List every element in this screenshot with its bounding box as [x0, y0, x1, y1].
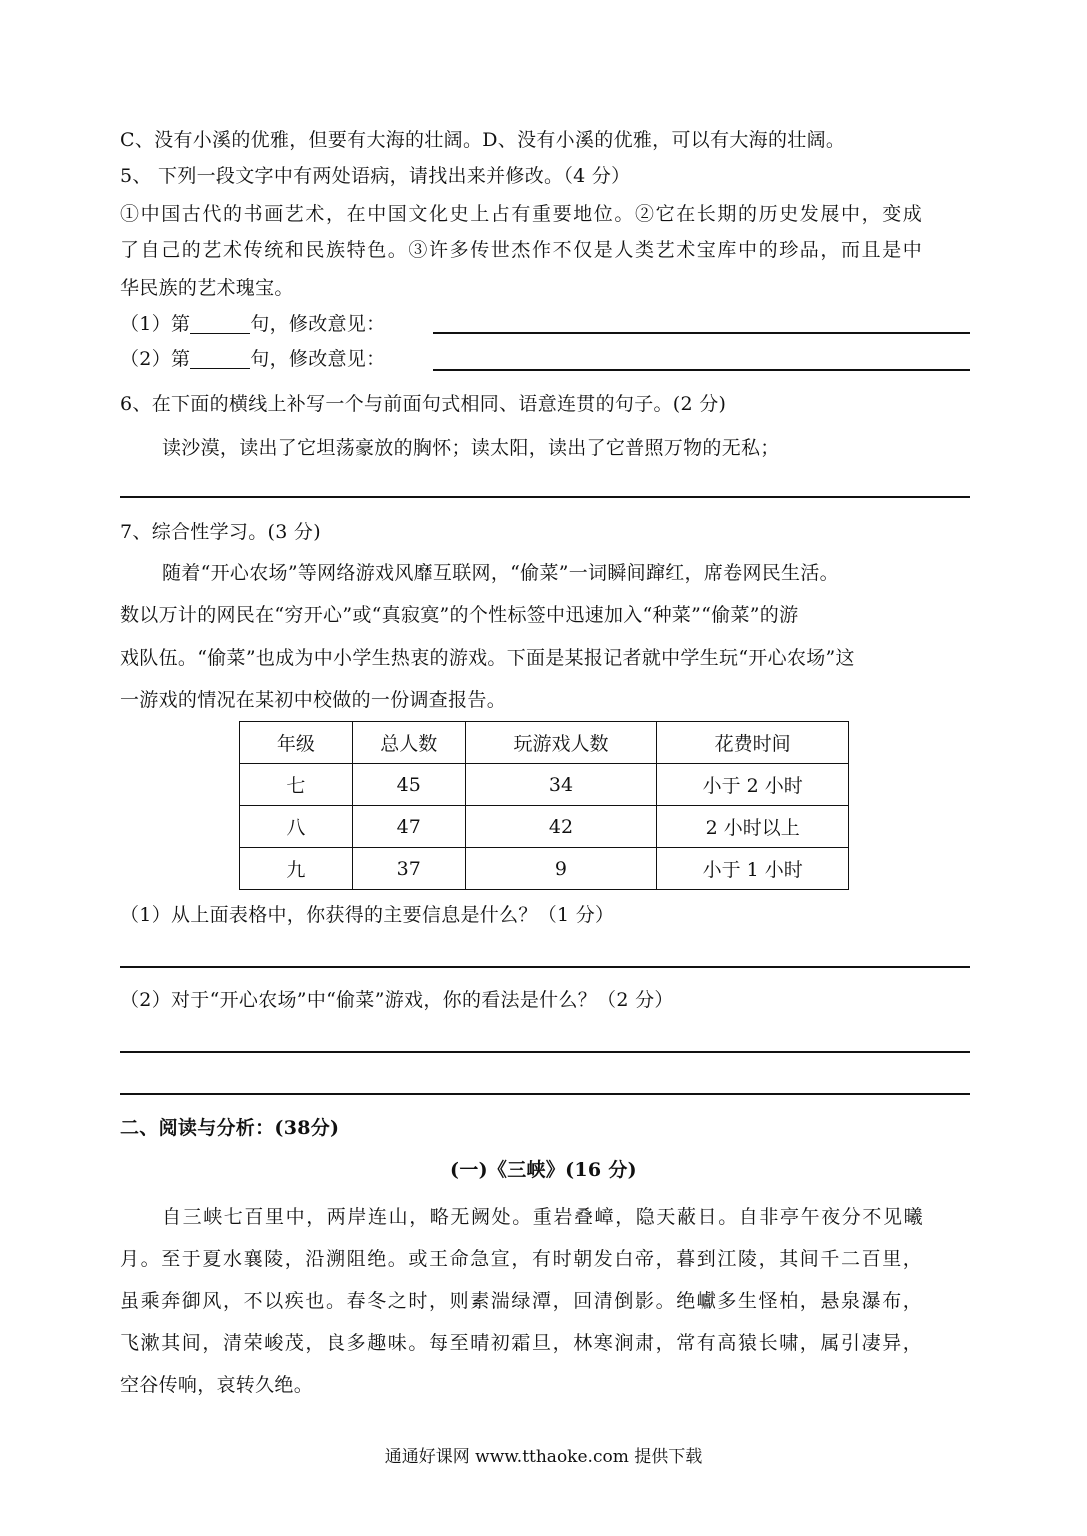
passage-line-1: 自三峡七百里中，两岸连山，略无阙处。重岩叠嶂，隐天蔽日。自非亭午夜分不见曦 [162, 1206, 925, 1228]
q7-passage-line-3: 戏队伍。“偷菜”也成为中小学生热衷的游戏。下面是某报记者就中学生玩“开心农场”这 [120, 647, 855, 669]
passage-title: (一)《三峡》(16 分) [450, 1159, 637, 1181]
q7-sub1: （1）从上面表格中，你获得的主要信息是什么？（1 分） [120, 904, 615, 926]
q6-title: 6、在下面的横线上补写一个与前面句式相同、语意连贯的句子。(2 分) [120, 393, 727, 415]
survey-table [239, 721, 849, 890]
q7-sub2-answer-line-1[interactable] [120, 1051, 970, 1053]
sentence-number-blank[interactable] [190, 315, 250, 334]
table-cell: 37 [352, 848, 465, 890]
answer-prefix: （1）第 [120, 313, 191, 335]
passage-line-3: 虽乘奔御风，不以疾也。春冬之时，则素湍绿潭，回清倒影。绝巘多生怪柏，悬泉瀑布， [120, 1290, 924, 1312]
q5-answer-1-line[interactable] [433, 332, 970, 334]
table-header: 总人数 [352, 722, 465, 764]
q5-passage-line-1: ①中国古代的书画艺术，在中国文化史上占有重要地位。②它在长期的历史发展中，变成 [120, 203, 924, 225]
q5-passage-line-3: 华民族的艺术瑰宝。 [120, 277, 294, 299]
q7-sub2-answer-line-2[interactable] [120, 1093, 970, 1095]
table-cell: 9 [465, 848, 657, 890]
q6-answer-line[interactable] [120, 496, 970, 498]
table-cell: 九 [240, 848, 353, 890]
q5-answer-2 [120, 347, 970, 371]
table-row [240, 764, 849, 806]
passage-line-2: 月。至于夏水襄陵，沿溯阻绝。或王命急宣，有时朝发白帝，暮到江陵，其间千二百里， [120, 1248, 924, 1270]
table-header: 玩游戏人数 [465, 722, 657, 764]
q6-prompt: 读沙漠，读出了它坦荡豪放的胸怀；读太阳，读出了它普照万物的无私； [162, 437, 780, 459]
table-cell: 2 小时以上 [657, 806, 849, 848]
table-header: 花费时间 [657, 722, 849, 764]
answer-label: 句，修改意见： [250, 348, 386, 370]
table-cell: 小于 1 小时 [657, 848, 849, 890]
answer-label: 句，修改意见： [250, 313, 386, 335]
q7-passage-line-2: 数以万计的网民在“穷开心”或“真寂寞”的个性标签中迅速加入“种菜”“偷菜”的游 [120, 604, 799, 626]
sentence-number-blank[interactable] [190, 350, 250, 369]
q7-title: 7、综合性学习。(3 分) [120, 521, 321, 543]
section-heading: 二、阅读与分析：(38分) [120, 1117, 340, 1139]
q5-passage-line-2: 了自己的艺术传统和民族特色。③许多传世杰作不仅是人类艺术宝库中的珍品，而且是中 [120, 239, 924, 261]
table-cell: 八 [240, 806, 353, 848]
table-header-row [240, 722, 849, 764]
q7-passage-line-1: 随着“开心农场”等网络游戏风靡互联网，“偷菜”一词瞬间蹿红，席卷网民生活。 [162, 562, 839, 584]
table-cell: 小于 2 小时 [657, 764, 849, 806]
q5-title: 5、 下列一段文字中有两处语病，请找出来并修改。（4 分） [120, 165, 631, 187]
q4-option-line: C、没有小溪的优雅，但要有大海的壮阔。D、没有小溪的优雅，可以有大海的壮阔。 [120, 129, 846, 151]
q7-passage-line-4: 一游戏的情况在某初中校做的一份调查报告。 [120, 689, 507, 711]
table-header: 年级 [240, 722, 353, 764]
table-cell: 34 [465, 764, 657, 806]
table-row [240, 806, 849, 848]
q7-sub2: （2）对于“开心农场”中“偷菜”游戏，你的看法是什么？（2 分） [120, 989, 674, 1011]
table-cell: 45 [352, 764, 465, 806]
passage-line-4: 飞漱其间，清荣峻茂，良多趣味。每至晴初霜旦，林寒涧肃，常有高猿长啸，属引凄异， [120, 1332, 924, 1354]
table-cell: 47 [352, 806, 465, 848]
page-footer: 通通好课网 www.tthaoke.com 提供下载 [384, 1447, 703, 1467]
table-cell: 42 [465, 806, 657, 848]
q5-answer-2-line[interactable] [433, 369, 970, 371]
passage-line-5: 空谷传响，哀转久绝。 [120, 1374, 314, 1396]
q7-sub1-answer-line[interactable] [120, 966, 970, 968]
table-row [240, 848, 849, 890]
answer-prefix: （2）第 [120, 348, 191, 370]
table-cell: 七 [240, 764, 353, 806]
